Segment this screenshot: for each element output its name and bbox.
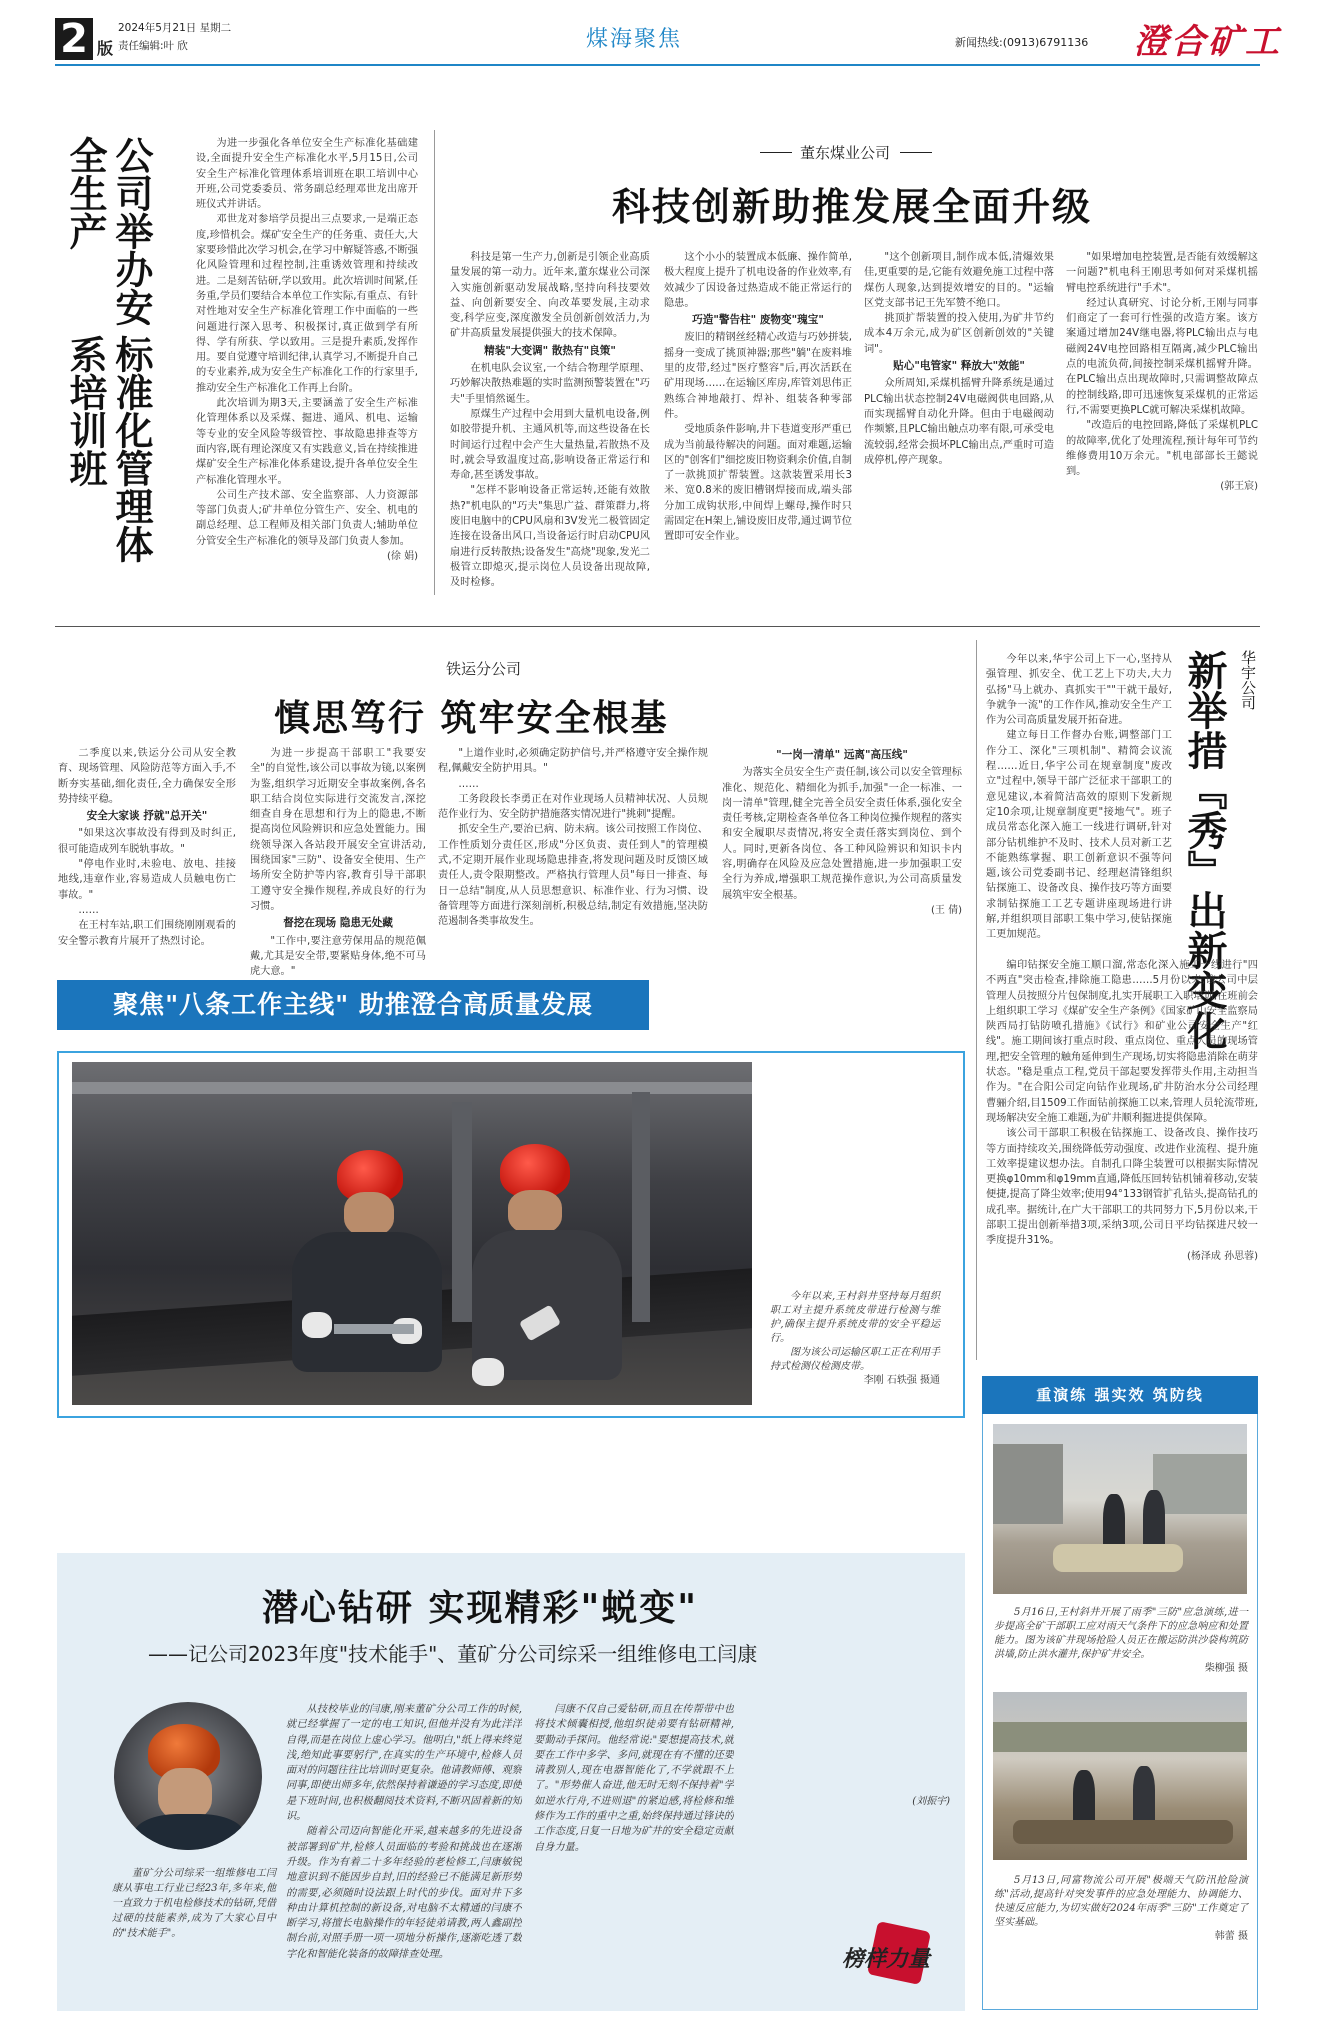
feature-title: 潜心钻研 实现精彩"蜕变" (262, 1587, 699, 1629)
article2-paragraph: "改造后的电控回路,降低了采煤机PLC的故障率,优化了处理流程,预计每年可节约维修费用10万余元。"机电部部长王懿说到。 (1066, 420, 1258, 478)
worker-figure (1133, 1766, 1155, 1826)
photo1-caption (770, 1290, 940, 1388)
feature-subtitle: ——记公司2023年度"技术能手"、董矿分公司综采一组维修电工闫康 (148, 1642, 758, 1666)
flood-drill-photo-1 (993, 1424, 1247, 1594)
article2-subhead: 精装"大变调" 散热有"良策" (484, 344, 616, 357)
article3-paragraph: 为进一步提高干部职工"我要安全"的自觉性,该公司以事故为镜,以案例为鉴,组织学习近期安全事故案例,各名职工结合岗位实际进行交流发言,深挖细查自身在思想和行为上的隐患,不断提高岗位风险辨识和应急处置能力。围绕领导深入各站段开展安全宣讲活动,围绕国家"三防"、设备安全使用、生产场所安全防护等内容,教育引导干部职工遵守安全操作规程,养成良好的行为习惯。 (250, 748, 426, 912)
article2-paragraph: 原煤生产过程中会用到大量机电设备,例如胶带提升机、主通风机等,而这些设备在长时间运行过程中会产生大量热量,若散热不及时,就会导致温度过高,影响设备正常运行和寿命,甚至诱发事故。 (450, 408, 650, 482)
article2-paragraph: 废旧的精钢丝经精心改造与巧妙拼装,摇身一变成了挑顶神器;那些"躺"在废料堆里的皮带,经过"医疗整容"后,再次活跃在矿用现场……在运输区库房,库管刘思伟正熟练合神地敲打、焊补、组装各种零部件。 (664, 332, 852, 420)
portrait-caption-text: 董矿分公司综采一组维修电工闫康从事电工行业已经23年,多年来,他一直致力于机电检修技术的钻研,凭借过硬的技能素养,成为了大家心目中的"技术能手"。 (112, 1868, 276, 1939)
kicker-rule (760, 152, 792, 153)
article2-paragraph: "怎样不影响设备正常运转,还能有效散热?"机电队的"巧夫"集思广益、群策群力,将废旧电脑中的CPU风扇和3V发光二极管固定连接在设备出风口,当设备运行时启动CPU风扇进行反转散热;设备发生"高烧"现象,发光二极管立即熄灭,提示岗位人员设备出现故障,及时检修。 (450, 485, 650, 589)
article3-paragraph: …… (458, 778, 479, 790)
article3-paragraph: "上道作业时,必须确定防护信号,并严格遵守安全操作规程,佩戴安全防护用具。" (438, 748, 708, 775)
flood-drill-caption-1 (994, 1606, 1248, 1676)
flood-drill-credit-1: 柴柳强 摄 (1204, 1663, 1248, 1674)
article3-paragraph: "停电作业时,未验电、放电、挂接地线,违章作业,容易造成人员触电伤亡事故。" (58, 859, 236, 901)
article1-paragraph: 为进一步强化各单位安全生产标准化基础建设,全面提升安全生产标准化水平,5月15日,公司安全生产标准化管理体系培训班在职工培训中心开班,公司党委委员、常务副总经理邓世龙出席开班仪式并讲话。 (196, 138, 418, 211)
article3-subhead: "一岗一清单" 远离"高压线" (776, 749, 908, 761)
roller-beam (452, 1102, 472, 1322)
building (993, 1444, 1063, 1524)
article2-paragraph: 经过认真研究、讨论分析,王刚与同事们商定了一套可行性强的改造方案。该方案通过增加24V继电器,将PLC输出点与电磁阀24V电控回路相互隔离,减少PLC输出点的电流负荷,间接控制采煤机摇臂升降。在PLC输出点出现故障时,只需调整故障点的控制线路,即可迅速恢复采煤机的正常运行,不需要更换PLC就可解决采煤机故障。 (1066, 297, 1258, 416)
article2-col4 (1066, 250, 1258, 495)
issue-date: 2024年5月21日 星期二 (118, 22, 232, 34)
article3-col2 (250, 746, 426, 979)
article3-kicker: 铁运分公司 (446, 660, 522, 678)
article3-paragraph: 为落实全员安全生产责任制,该公司以安全管理标准化、规范化、精细化为抓手,加强"一企一标准、一岗一清单"管理,健全完善全员安全责任体系,强化安全责任考核,定期检查各单位各工种岗位操作规程的落实和安全履职尽责情况,将安全责任落实到岗位、到个人。同时,更新各岗位、各工种风险辨识和知识卡内容,明确存在风险及应急处置措施,进一步加强职工安全行为养成,增强职工规范操作意识,为公司高质量发展筑牢安全根基。 (722, 767, 962, 901)
article3-subhead: 督挖在现场 隐患无处藏 (283, 917, 393, 930)
article2-col2 (664, 250, 852, 545)
feature-paragraph: 随着公司迈向智能化开采,越来越多的先进设备被部署到矿井,检修人员面临的考验和挑战也在逐渐升级。作为有着二十多年经验的老检修工,闫康敏锐地意识到不能因步自封,旧的经验已不能满足新形势的需要,必须随时设法跟上时代的步伐。面对井下多种由计算机控制的新设备,对电脑不太精通的闫康不断学习,将擅长电脑操作的年轻徒弟请教,两人鑫副控制台前,对照手册一项一项地分析操作,逐渐吃透了数字化和智能化装备的故障排查处理。 (286, 1826, 522, 1960)
article4-body (986, 652, 1172, 943)
article1-title (62, 136, 154, 576)
portrait-caption (112, 1866, 276, 1941)
article2-byline: (郭王宸) (1220, 481, 1258, 493)
article1-body (196, 136, 418, 564)
role-model-logo (842, 1926, 942, 1994)
article3-paragraph: 工务段段长李勇正在对作业现场人员精神状况、人员规范作业行为、安全防护措施落实情况进行"挑刺"提醒。 (438, 793, 708, 821)
article4-title: 新举措『秀』出新变化 (1181, 650, 1228, 1050)
worker-body (292, 1232, 442, 1372)
feature-paragraph: 闫康不仅自己爱钻研,而且在传帮带中也将技术倾囊相授,他组织徒弟要有钻研精神,要勤动手探问。他经常说:"要想提高技术,就要在工作中多学、多问,就现在有不懂的还要请教别人,现在电器智能化了,不学就跟不上了。"形势催人奋进,他无时无刻不保持着"学如逆水行舟,不进则退"的紧迫感,将检修和维修作为工作的重中之重,始终保持通过锋诀的工作态度,日复一日地为矿井的安全稳定贡献自身力量。 (534, 1704, 734, 1853)
drainage-ditch (1013, 1820, 1233, 1844)
focus-banner: 聚焦"八条工作主线" 助推澄合高质量发展 (57, 980, 649, 1030)
article2-paragraph: 众所周知,采煤机摇臂升降系统是通过PLC输出状态控制24V电磁阀供电回路,从而实现摇臂自动化升降。但由于电磁阀动作频繁,且PLC输出触点功率有限,可承受电流较弱,经常会损坏PLC输出点,严重时可造成停机,停产现象。 (864, 378, 1054, 466)
building (1153, 1454, 1247, 1514)
article3-col1 (58, 746, 236, 949)
article4-paragraph: 编印钻探安全施工顺口溜,常态化深入施工一线进行"四不两直"突击检查,排除施工隐患……5月份以来,该公司中层管理人员按照分片包保制度,扎实开展职工入职培训,在班前会上组织职工学习《煤矿安全生产条例》《国家矿山安全监察局陕西局打钻防喷孔措施》《试行》和矿业公司安全生产"红线"。施工期间该打重点时段、重点岗位、重点人员的现场管理,把安全管理的触角延伸到生产现场,切实将隐患消除在萌芽状态。"稳是重点工程,党员干部起要发挥带头作用,主动担当作为。"在合阳公司定向钻作业现场,矿井防治水分公司经理曹骊介绍,目1509工作面钻前探施工以来,管理人员轮流带班,现场解决安全施工难题,为矿井顺利掘进提供保障。 (986, 960, 1258, 1124)
article3-paragraph: 二季度以来,铁运分公司从安全教育、现场管理、风险防范等方面入手,不断夯实基础,细化责任,全力确保安全形势持续平稳。 (58, 748, 236, 805)
article3-byline: (王 倩) (931, 904, 962, 916)
article1-byline: (徐 娟) (387, 551, 418, 563)
column-title: 煤海聚焦 (586, 27, 683, 52)
feature-col3 (746, 1702, 950, 1892)
article2-col1 (450, 250, 650, 591)
kicker-rule (900, 152, 932, 153)
flood-drill-title: 重演练 强实效 筑防线 (982, 1376, 1258, 1414)
article2-paragraph: 科技是第一生产力,创新是引领企业高质量发展的第一动力。近年来,董东煤业公司深入实施创新驱动发展战略,坚持向科技要效益、向创新要安全、向改革要发展,主动求变,科学应变,深度激发全员创新创效活力,为矿井高质量发展提供强大的技术保障。 (450, 252, 650, 340)
article1-paragraph: 公司生产技术部、安全监察部、人力资源部等部门负责人;矿井单位分管生产、安全、机电的副总经理、总工程师及相关部门负责人;辅助单位分管安全生产标准化的领导及部门负责人参加。 (196, 489, 418, 547)
section-rule (55, 626, 1260, 627)
worker-face (508, 1190, 562, 1234)
article3-paragraph: 抓安全生产,要治已病、防未病。该公司按照工作岗位、工作性质划分责任区,形成"分区负责、责任到人"的管理模式,不定期开展作业现场隐患排查,将发现问题及时反馈区域责任人,责令限期整改。严格执行管理人员"每日一排查、每日一总结"制度,从人员思想意识、标准作业、行为习惯、设备管理等方面进行深刻剖析,积极总结,制定有效措施,坚决防范遏制各类事故发生。 (438, 824, 708, 928)
article2-subhead: 贴心"电管家" 释放大"效能" (893, 360, 1025, 373)
feature-col2 (534, 1702, 734, 2002)
conveyor-belt-photo (72, 1062, 752, 1405)
article1-title-line2: 公司举办安全生产 (63, 136, 154, 326)
article2-subhead: 巧造"警告柱" 废物变"瑰宝" (692, 314, 824, 327)
article4-paragraph: 该公司干部职工积极在钻探施工、设备改良、操作技巧等方面持续攻关,围绕降低劳动强度、改进作业流程、提升施工效率提建议想办法。自制孔口降尘装置可以根据实际情况更换φ10mm和φ19mm直通,降低压回转钻机铺着移动,安装便捷,提高了降尘效率;使用94°133钢管扩孔钻头,提高钻孔的成孔率。据统计,在广大干部职工的共同努力下,5月份以来,干部职工提出创新举措3项,采纳3项,公司日平均钻探进尺较一季度提升31%。 (986, 1128, 1258, 1247)
detector-tool (334, 1324, 414, 1334)
feature-col1 (286, 1702, 522, 2002)
article4-body-wide (986, 958, 1258, 1358)
flood-drill-caption-text: 5月13日,同富物流公司开展"极端天气防汛抢险演练"活动,提高针对突发事件的应急处理能力、协调能力、快速反应能力,为切实做好2024年雨季"三防"工作奠定了坚实基础。 (994, 1875, 1248, 1928)
article2-kicker: 董东煤业公司 (800, 144, 891, 162)
article2-paragraph: "这个创新项目,制作成本低,清爆效果佳,更重要的是,它能有效避免施工过程中落煤伤人现象,达到提效增安的目的。"运输区党支部书记王先军赞不绝口。 (864, 252, 1054, 309)
article3-paragraph: "如果这次事故没有得到及时纠正,很可能造成列车脱轨事故。" (58, 828, 236, 855)
news-hotline: 新闻热线:(0913)6791136 (955, 36, 1089, 49)
column-divider (976, 640, 977, 1360)
article2-paragraph: 在机电队会议室,一个结合物理学原理、巧妙解决散热难题的实时监测预警装置在"巧夫"手里悄然诞生。 (450, 363, 650, 405)
feature-paragraph: 从技校毕业的闫康,刚来董矿分公司工作的时候,就已经掌握了一定的电工知识,但他并没有为此洋洋自得,而是在岗位上虚心学习。他明白,"纸上得来终觉浅,绝知此事要躬行",在真实的生产环境中,检修人员面对的问题往往比培训时更复杂。他请教师傅、观察同事,即使出师多年,依然保持着谦逊的学习态度,即使是下班时间,也积极翻阅技术资料,不断巩固着新的知识。 (286, 1704, 522, 1823)
newspaper-logo: 澄合矿工 (1134, 22, 1282, 62)
article1-title-line1: 标准化管理体系培训班 (63, 334, 154, 563)
tree-line (993, 1722, 1247, 1752)
conveyor-frame (72, 1082, 752, 1094)
flood-drill-caption-text: 5月16日,王村斜井开展了雨季"三防"应急演练,进一步提高全矿干部职工应对雨天气条件下的应急响应和处置能力。图为该矿井现场抢险人员正在搬运防洪沙袋构筑防洪墙,防止洪水灌井,保护矿井安全。 (994, 1607, 1248, 1660)
article3-paragraph: "工作中,要注意劳保用品的规范佩戴,尤其是安全带,要紧贴身体,绝不可马虎大意。" (250, 935, 426, 978)
article4-byline: (杨泽成 孙思蓉) (1187, 1250, 1258, 1262)
photo1-caption-text: 今年以来,王村斜井坚持每月组织职工对主提升系统皮带进行检测与维护,确保主提升系统皮带的安全平稳运行。 (770, 1291, 940, 1344)
article3-title: 慎思笃行 筑牢安全根基 (274, 697, 669, 739)
worker-face (344, 1192, 394, 1236)
responsible-editor: 责任编辑:叶 欣 (118, 40, 188, 52)
article1-paragraph: 此次培训为期3天,主要涵盖了安全生产标准化管理体系以及采煤、掘进、通风、机电、运输等专业的安全风险等级管控、事故隐患排查等方面内容,既有理论深度又有实践意义,旨在持续推进煤矿安全生产标准化体系建设,提升各单位安全生产标准化管理水平。 (196, 398, 418, 486)
article2-paragraph: 这个小小的装置成本低廉、操作简单,极大程度上提升了机电设备的作业效率,有效减少了因设备过热造成不能正常运行的隐患。 (664, 252, 852, 309)
worker-figure (1143, 1490, 1165, 1552)
article4-paragraph: 今年以来,华宇公司上下一心,坚持从强管理、抓安全、优工艺上下功夫,大力弘扬"马上就办、真抓实干""干就干最好,争就争一流"的工作作风,推动安全生产工作为公司高质量发展开拓奋进。 (986, 654, 1172, 727)
article2-paragraph: 受地质条件影响,井下巷道变形严重已成为当前最待解决的问题。面对难题,运输区的"创客们"细挖废旧物资剩余价值,自制了一款挑顶扩帮装置。这款装置采用长3米、宽0.8米的废旧槽钢焊接而成,端头部分加工成钩状形,中间焊上螺母,操作时只需固定在H架上,铺设废旧皮带,通过调节位置即可安全作业。 (664, 424, 852, 543)
article3-col4 (722, 746, 962, 918)
work-glove (472, 1358, 504, 1386)
article2-title: 科技创新助推发展全面升级 (612, 184, 1093, 229)
article2-col3 (864, 250, 1054, 468)
role-model-logo-text: 榜样力量 (842, 1946, 931, 1972)
header-rule (55, 64, 1260, 66)
article2-paragraph: "如果增加电控装置,是否能有效缓解这一问题?"机电科王刚思考如何对采煤机摇臂电控系统进行"手术"。 (1066, 252, 1258, 294)
page-ban-label: 版 (97, 39, 114, 58)
work-glove (302, 1312, 332, 1338)
flood-drill-caption-2 (994, 1874, 1248, 1944)
article2-paragraph: 挑顶扩帮装置的投入使用,为矿井节约成本4万余元,成为矿区创新创效的"关键词"。 (864, 313, 1054, 355)
portrait-photo (114, 1702, 262, 1850)
column-divider (434, 130, 435, 595)
page-number: 2 (55, 18, 93, 60)
portrait-face (158, 1768, 212, 1820)
roller-beam (632, 1092, 650, 1322)
portrait-body (134, 1814, 244, 1850)
article3-paragraph: 在王村车站,职工们围绕刚刚观看的安全警示教育片展开了热烈讨论。 (58, 920, 236, 947)
article1-paragraph: 邓世龙对参培学员提出三点要求,一是端正态度,珍惜机会。煤矿安全生产的任务重、责任大,大家要珍惜此次学习机会,在学习中解疑答惑,不断强化风险管理和过程控制,注重诱效管理和持续改进。二是刻苦钻研,学以致用。此次培训时间紧,任务重,学员们要结合本单位工作实际,有重点、有针对性地对安全生产标准化管理工作中面临的一些问题进行深入思考、积极探讨,真正做到学有所得、学有所获、学以致用。三是提升素质,发挥作用。要自觉遵守培训纪律,认真学习,不断提升自己的专业素养,成为安全生产标准化工作的行家里手,推动安全生产标准化工作再上台阶。 (196, 214, 418, 394)
article4-paragraph: 建立每日工作督办台账,调整部门工作分工、深化"三项机制"、精简会议流程……近日,华宇公司在规章制度"废改立"过程中,领导干部广泛征求干部职工的意见建议,本着简洁高效的原则下发新规定10余项,让规章制度更"接地气"。班子成员常态化深入施工一线进行调研,针对部分钻机维护不及时、技术人员对新工艺不能熟练掌握、职工创新意识不强等问题,该公司党委副书记、经理赵清锋组织钻探施工、设备改良、操作技巧等方面要求制钻探施工工艺专题讲座现场进行讲解,并组织项目部职工集中学习,使钻探施工更加规范。 (986, 730, 1172, 941)
photo1-caption-text: 图为该公司运输区职工正在利用手持式检测仪检测皮带。 (770, 1347, 940, 1372)
sandbag-pile (1053, 1544, 1183, 1572)
flood-drill-photo-2 (993, 1692, 1247, 1860)
feature-byline: (刘振宇) (912, 1796, 950, 1807)
photo1-credit: 李刚 石轶强 摄通 (863, 1375, 940, 1386)
article4-kicker: 华宇公司 (1239, 650, 1257, 710)
flood-drill-credit-2: 韩蕾 摄 (1214, 1931, 1248, 1942)
article3-subhead: 安全大家谈 抒就"总开关" (86, 810, 208, 823)
article3-paragraph: …… (78, 904, 99, 916)
